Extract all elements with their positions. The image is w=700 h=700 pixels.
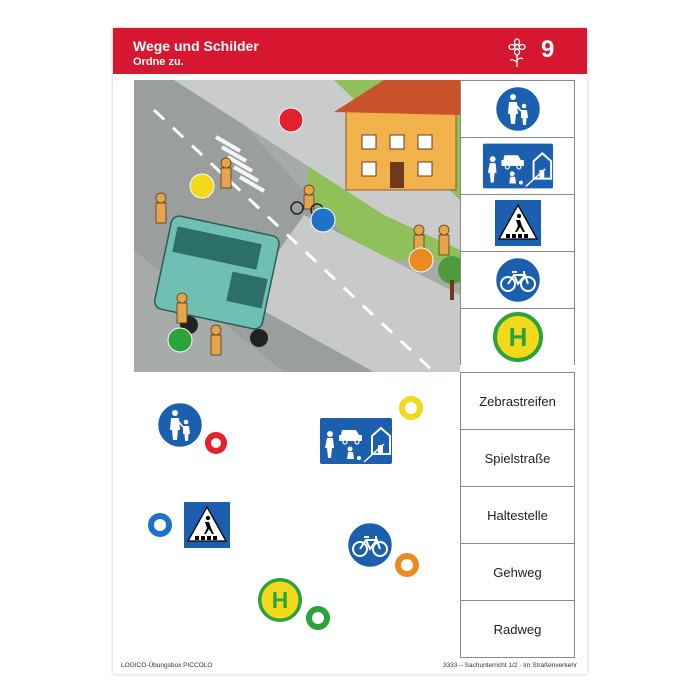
piece-ring-blue[interactable] [148,513,172,537]
card-number: 9 [541,36,555,63]
scene-dot-blue [311,208,335,232]
bicycle-path-sign-icon [493,255,543,305]
piece-ring-green[interactable] [306,606,330,630]
play-street-sign-icon [481,141,555,191]
flower-icon [506,38,528,68]
footer-right: 3333 – Sachunterricht 1/2 · Im Straßenverkehr [442,662,577,669]
sign-cell-bicycle-path [460,251,575,308]
answer-cell-gehweg[interactable]: Gehweg [460,543,575,600]
footer-left: LOGICO-Übungsbox PICCOLO [121,662,213,669]
sign-cell-play-street [460,137,575,194]
piece-ring-red[interactable] [205,432,227,454]
scene-dot-orange [409,248,433,272]
piece-ring-orange[interactable] [395,553,419,577]
answer-cell-zebrastreifen[interactable]: Zebrastreifen [460,372,575,429]
pedestrian-path-sign-icon [493,84,543,134]
piece-pedestrian-path-sign[interactable] [155,400,205,450]
scene-dot-red [279,108,303,132]
bus-stop-sign-icon [493,312,543,362]
piece-bus-stop-sign[interactable] [258,578,302,622]
matching-grid [460,80,575,652]
answer-cell-haltestelle[interactable]: Haltestelle [460,486,575,543]
page-subtitle: Ordne zu. [133,56,184,68]
page-title: Wege und Schilder [133,38,259,54]
answer-cell-radweg[interactable]: Radweg [460,600,575,658]
sign-cell-bus-stop [460,308,575,365]
zebra-crossing-sign-icon [493,198,543,248]
answer-cell-spielstrasse[interactable]: Spielstraße [460,429,575,486]
scene-dot-yellow [190,174,214,198]
piece-bicycle-path-sign[interactable] [345,520,395,570]
piece-ring-yellow[interactable] [399,396,423,420]
scene-dot-green [168,328,192,352]
street-scene-illustration [134,80,460,372]
piece-zebra-crossing-sign[interactable] [182,500,232,550]
sign-cell-zebra-crossing [460,194,575,251]
sign-cell-pedestrian-path [460,80,575,137]
header-bar [113,28,587,74]
piece-play-street-sign[interactable] [318,416,394,466]
worksheet-card [113,28,587,674]
